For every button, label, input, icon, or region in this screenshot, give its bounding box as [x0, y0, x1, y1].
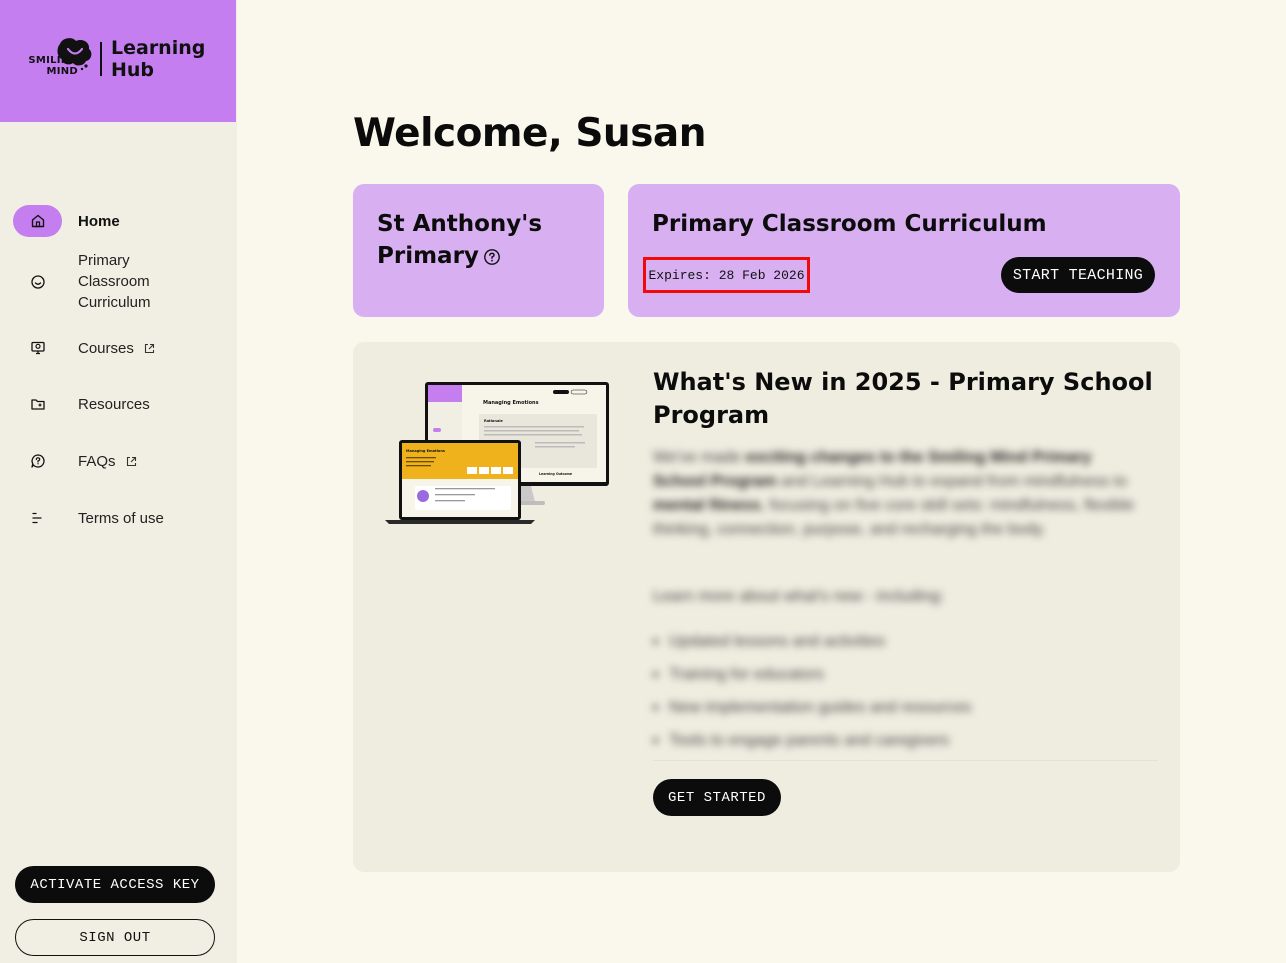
divider	[653, 760, 1158, 761]
list-item: Tools to engage parents and caregivers	[653, 724, 1148, 757]
whats-new-list	[653, 625, 1148, 757]
sidebar-item-label: Home	[78, 212, 120, 230]
help-icon[interactable]	[483, 248, 501, 266]
illustration-laptop-title: Managing Emotions	[406, 449, 445, 453]
school-card	[353, 184, 604, 317]
sidebar-item-primary-classroom-curriculum[interactable]	[13, 250, 223, 313]
sidebar-item-label: Primary Classroom Curriculum	[78, 252, 151, 311]
curriculum-title: Primary Classroom Curriculum	[652, 211, 1047, 237]
start-teaching-button[interactable]: START TEACHING	[1001, 257, 1155, 293]
logo-line2: MIND	[46, 66, 78, 77]
description-emphasis: exciting changes to the Smiling Mind Primary School Program	[653, 449, 1092, 490]
get-started-button[interactable]: GET STARTED	[653, 779, 781, 816]
whats-new-card	[353, 342, 1180, 872]
external-link-icon	[144, 343, 155, 354]
logo-wordmark	[22, 55, 78, 77]
faqs-label: FAQs	[78, 452, 116, 470]
sidebar-item-terms-of-use[interactable]	[13, 502, 223, 534]
list-item: Training for educators	[653, 658, 1148, 691]
sidebar-item-label: Resources	[78, 395, 150, 413]
sidebar-item-courses[interactable]	[13, 332, 223, 364]
whats-new-description	[653, 446, 1148, 542]
home-icon	[13, 205, 62, 237]
external-link-icon	[126, 456, 137, 467]
sidebar-item-home[interactable]	[13, 205, 223, 237]
list-icon	[13, 502, 62, 534]
school-name	[377, 208, 587, 272]
description-emphasis: mental fitness	[653, 497, 761, 514]
illustration-screen-outcome: Learning Outcome	[539, 472, 573, 476]
list-item: New implementation guides and resources	[653, 691, 1148, 724]
page-title: Welcome, Susan	[353, 111, 706, 156]
description-part: and Learning Hub to expand from mindfulness to	[776, 473, 1128, 490]
illustration-screen-title: Managing Emotions	[483, 400, 539, 406]
smiley-icon	[13, 266, 62, 298]
question-chat-icon	[13, 445, 62, 477]
sidebar-item-resources[interactable]	[13, 388, 223, 420]
sidebar-item-faqs[interactable]	[13, 445, 223, 477]
sidebar-item-label	[78, 338, 155, 359]
illustration-screen-section: Rationale	[484, 419, 503, 423]
sidebar	[0, 0, 237, 963]
hub-title: Learning Hub	[111, 37, 206, 81]
list-item: Updated lessons and activities	[653, 625, 1148, 658]
logo-line1: SMILING	[28, 55, 78, 66]
courses-label: Courses	[78, 339, 134, 357]
devices-illustration	[385, 382, 610, 532]
school-name-text: St Anthony's Primary	[377, 211, 543, 269]
expiry-date: Expires: 28 Feb 2026	[643, 257, 810, 293]
sidebar-item-label: Terms of use	[78, 509, 164, 527]
description-part: We've made	[653, 449, 746, 466]
activate-access-key-button[interactable]: ACTIVATE ACCESS KEY	[15, 866, 215, 903]
description-part: , focusing on five core skill sets: mindfulness, flexible thinking, connection, purpose, and recharging the body.	[653, 497, 1135, 538]
monitor-icon	[13, 332, 62, 364]
sidebar-item-label	[78, 451, 137, 472]
brand-header	[0, 0, 236, 122]
brand-divider	[100, 42, 102, 76]
curriculum-card	[628, 184, 1180, 317]
whats-new-lead: Learn more about what's new - including:	[653, 588, 945, 605]
sign-out-button[interactable]: SIGN OUT	[15, 919, 215, 956]
folder-icon	[13, 388, 62, 420]
whats-new-title: What's New in 2025 - Primary School Program	[653, 368, 1153, 429]
